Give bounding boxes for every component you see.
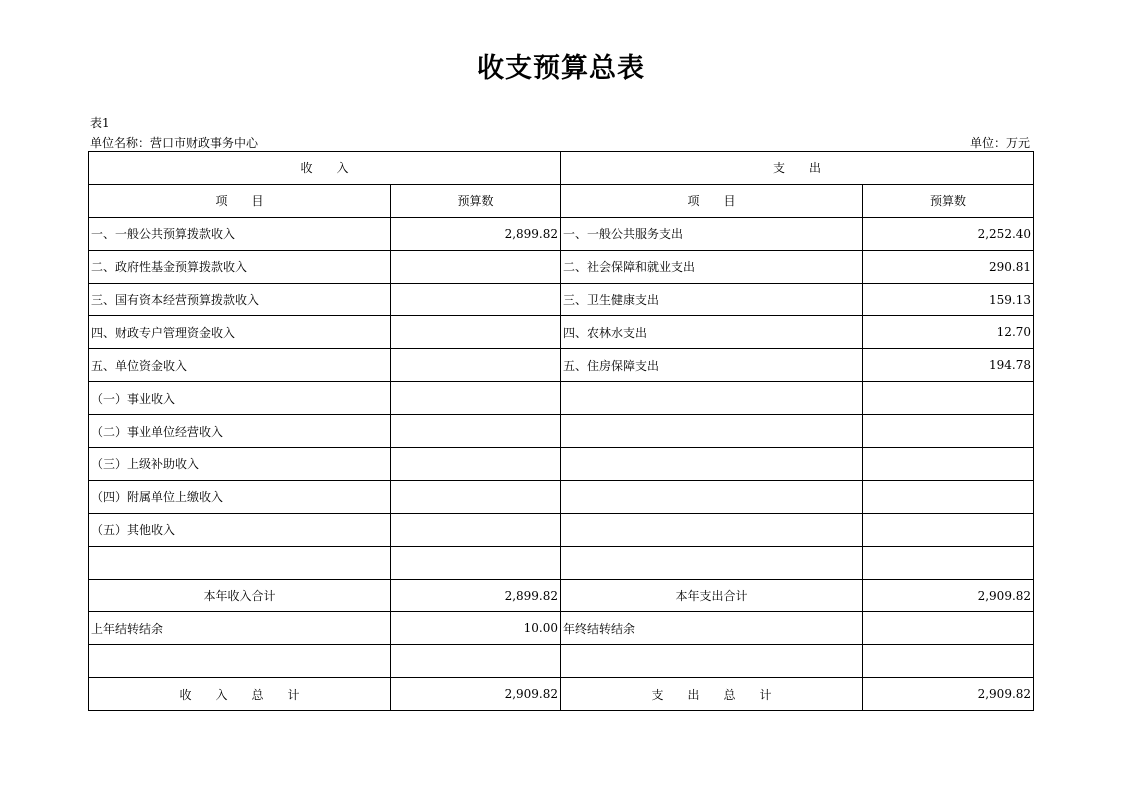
expense-year-total-amount: 2,909.82 (863, 579, 1034, 612)
income-year-total-amount: 2,899.82 (391, 579, 561, 612)
expense-item (561, 415, 863, 448)
income-item: 三、国有资本经营预算拨款收入 (89, 283, 391, 316)
expense-amount: 159.13 (863, 283, 1034, 316)
expense-item: 四、农林水支出 (561, 316, 863, 349)
table-row (89, 480, 1034, 513)
income-item: （二）事业单位经营收入 (89, 415, 391, 448)
expense-amount (863, 382, 1034, 415)
section-header-row (89, 152, 1034, 185)
table-row (89, 513, 1034, 546)
income-grand-total-label: 收 入 总 计 (89, 678, 391, 711)
income-item: （三）上级补助收入 (89, 448, 391, 481)
table-row (89, 217, 1034, 250)
table-row (89, 382, 1034, 415)
expense-amount: 194.78 (863, 349, 1034, 382)
year-total-row (89, 579, 1034, 612)
income-section-header: 收 入 (89, 152, 561, 185)
year-end-carry-amount (863, 612, 1034, 645)
expense-item (561, 513, 863, 546)
table-row (89, 316, 1034, 349)
blank-cell (863, 645, 1034, 678)
income-item: （一）事业收入 (89, 382, 391, 415)
table-row (89, 448, 1034, 481)
budget-table (88, 151, 1034, 711)
expense-grand-total-label: 支 出 总 计 (561, 678, 863, 711)
prior-year-carry-label: 上年结转结余 (89, 612, 391, 645)
expense-amount (863, 546, 1034, 579)
expense-item (561, 480, 863, 513)
income-item (89, 546, 391, 579)
blank-cell (561, 645, 863, 678)
expense-item-header: 项 目 (561, 184, 863, 217)
income-amount (391, 415, 561, 448)
expense-amount (863, 448, 1034, 481)
blank-cell (89, 645, 391, 678)
expense-amount (863, 513, 1034, 546)
table-row (89, 349, 1034, 382)
income-amount (391, 513, 561, 546)
expense-amount: 12.70 (863, 316, 1034, 349)
expense-item (561, 448, 863, 481)
table-row (89, 546, 1034, 579)
expense-grand-total-amount: 2,909.82 (863, 678, 1034, 711)
expense-amount-header: 预算数 (863, 184, 1034, 217)
unit-label: 单位：万元 (969, 136, 1030, 150)
expense-amount (863, 480, 1034, 513)
expense-item: 五、住房保障支出 (561, 349, 863, 382)
income-grand-total-amount: 2,909.82 (391, 678, 561, 711)
expense-section-header: 支 出 (561, 152, 1034, 185)
income-amount (391, 382, 561, 415)
income-amount (391, 349, 561, 382)
blank-cell (391, 645, 561, 678)
carry-over-row (89, 612, 1034, 645)
expense-item (561, 546, 863, 579)
table-number: 表1 (90, 116, 110, 130)
expense-amount (863, 415, 1034, 448)
table-row (89, 250, 1034, 283)
income-item: 四、财政专户管理资金收入 (89, 316, 391, 349)
income-item: （四）附属单位上缴收入 (89, 480, 391, 513)
income-item-header: 项 目 (89, 184, 391, 217)
income-item: 一、一般公共预算拨款收入 (89, 217, 391, 250)
expense-item: 三、卫生健康支出 (561, 283, 863, 316)
expense-item (561, 382, 863, 415)
table-row (89, 415, 1034, 448)
expense-year-total-label: 本年支出合计 (561, 579, 863, 612)
income-item: 五、单位资金收入 (89, 349, 391, 382)
income-amount (391, 480, 561, 513)
income-year-total-label: 本年收入合计 (89, 579, 391, 612)
income-amount-header: 预算数 (391, 184, 561, 217)
income-amount (391, 546, 561, 579)
expense-item: 一、一般公共服务支出 (561, 217, 863, 250)
income-item: （五）其他收入 (89, 513, 391, 546)
page-title: 收支预算总表 (477, 53, 645, 84)
expense-amount: 290.81 (863, 250, 1034, 283)
grand-total-row (89, 678, 1034, 711)
expense-amount: 2,252.40 (863, 217, 1034, 250)
income-amount: 2,899.82 (391, 217, 561, 250)
prior-year-carry-amount: 10.00 (391, 612, 561, 645)
year-end-carry-label: 年终结转结余 (561, 612, 863, 645)
unit-name: 单位名称：营口市财政事务中心 (90, 136, 259, 150)
income-amount (391, 316, 561, 349)
table-row (89, 283, 1034, 316)
income-item: 二、政府性基金预算拨款收入 (89, 250, 391, 283)
column-header-row (89, 184, 1034, 217)
income-amount (391, 250, 561, 283)
income-amount (391, 448, 561, 481)
expense-item: 二、社会保障和就业支出 (561, 250, 863, 283)
blank-row (89, 645, 1034, 678)
income-amount (391, 283, 561, 316)
